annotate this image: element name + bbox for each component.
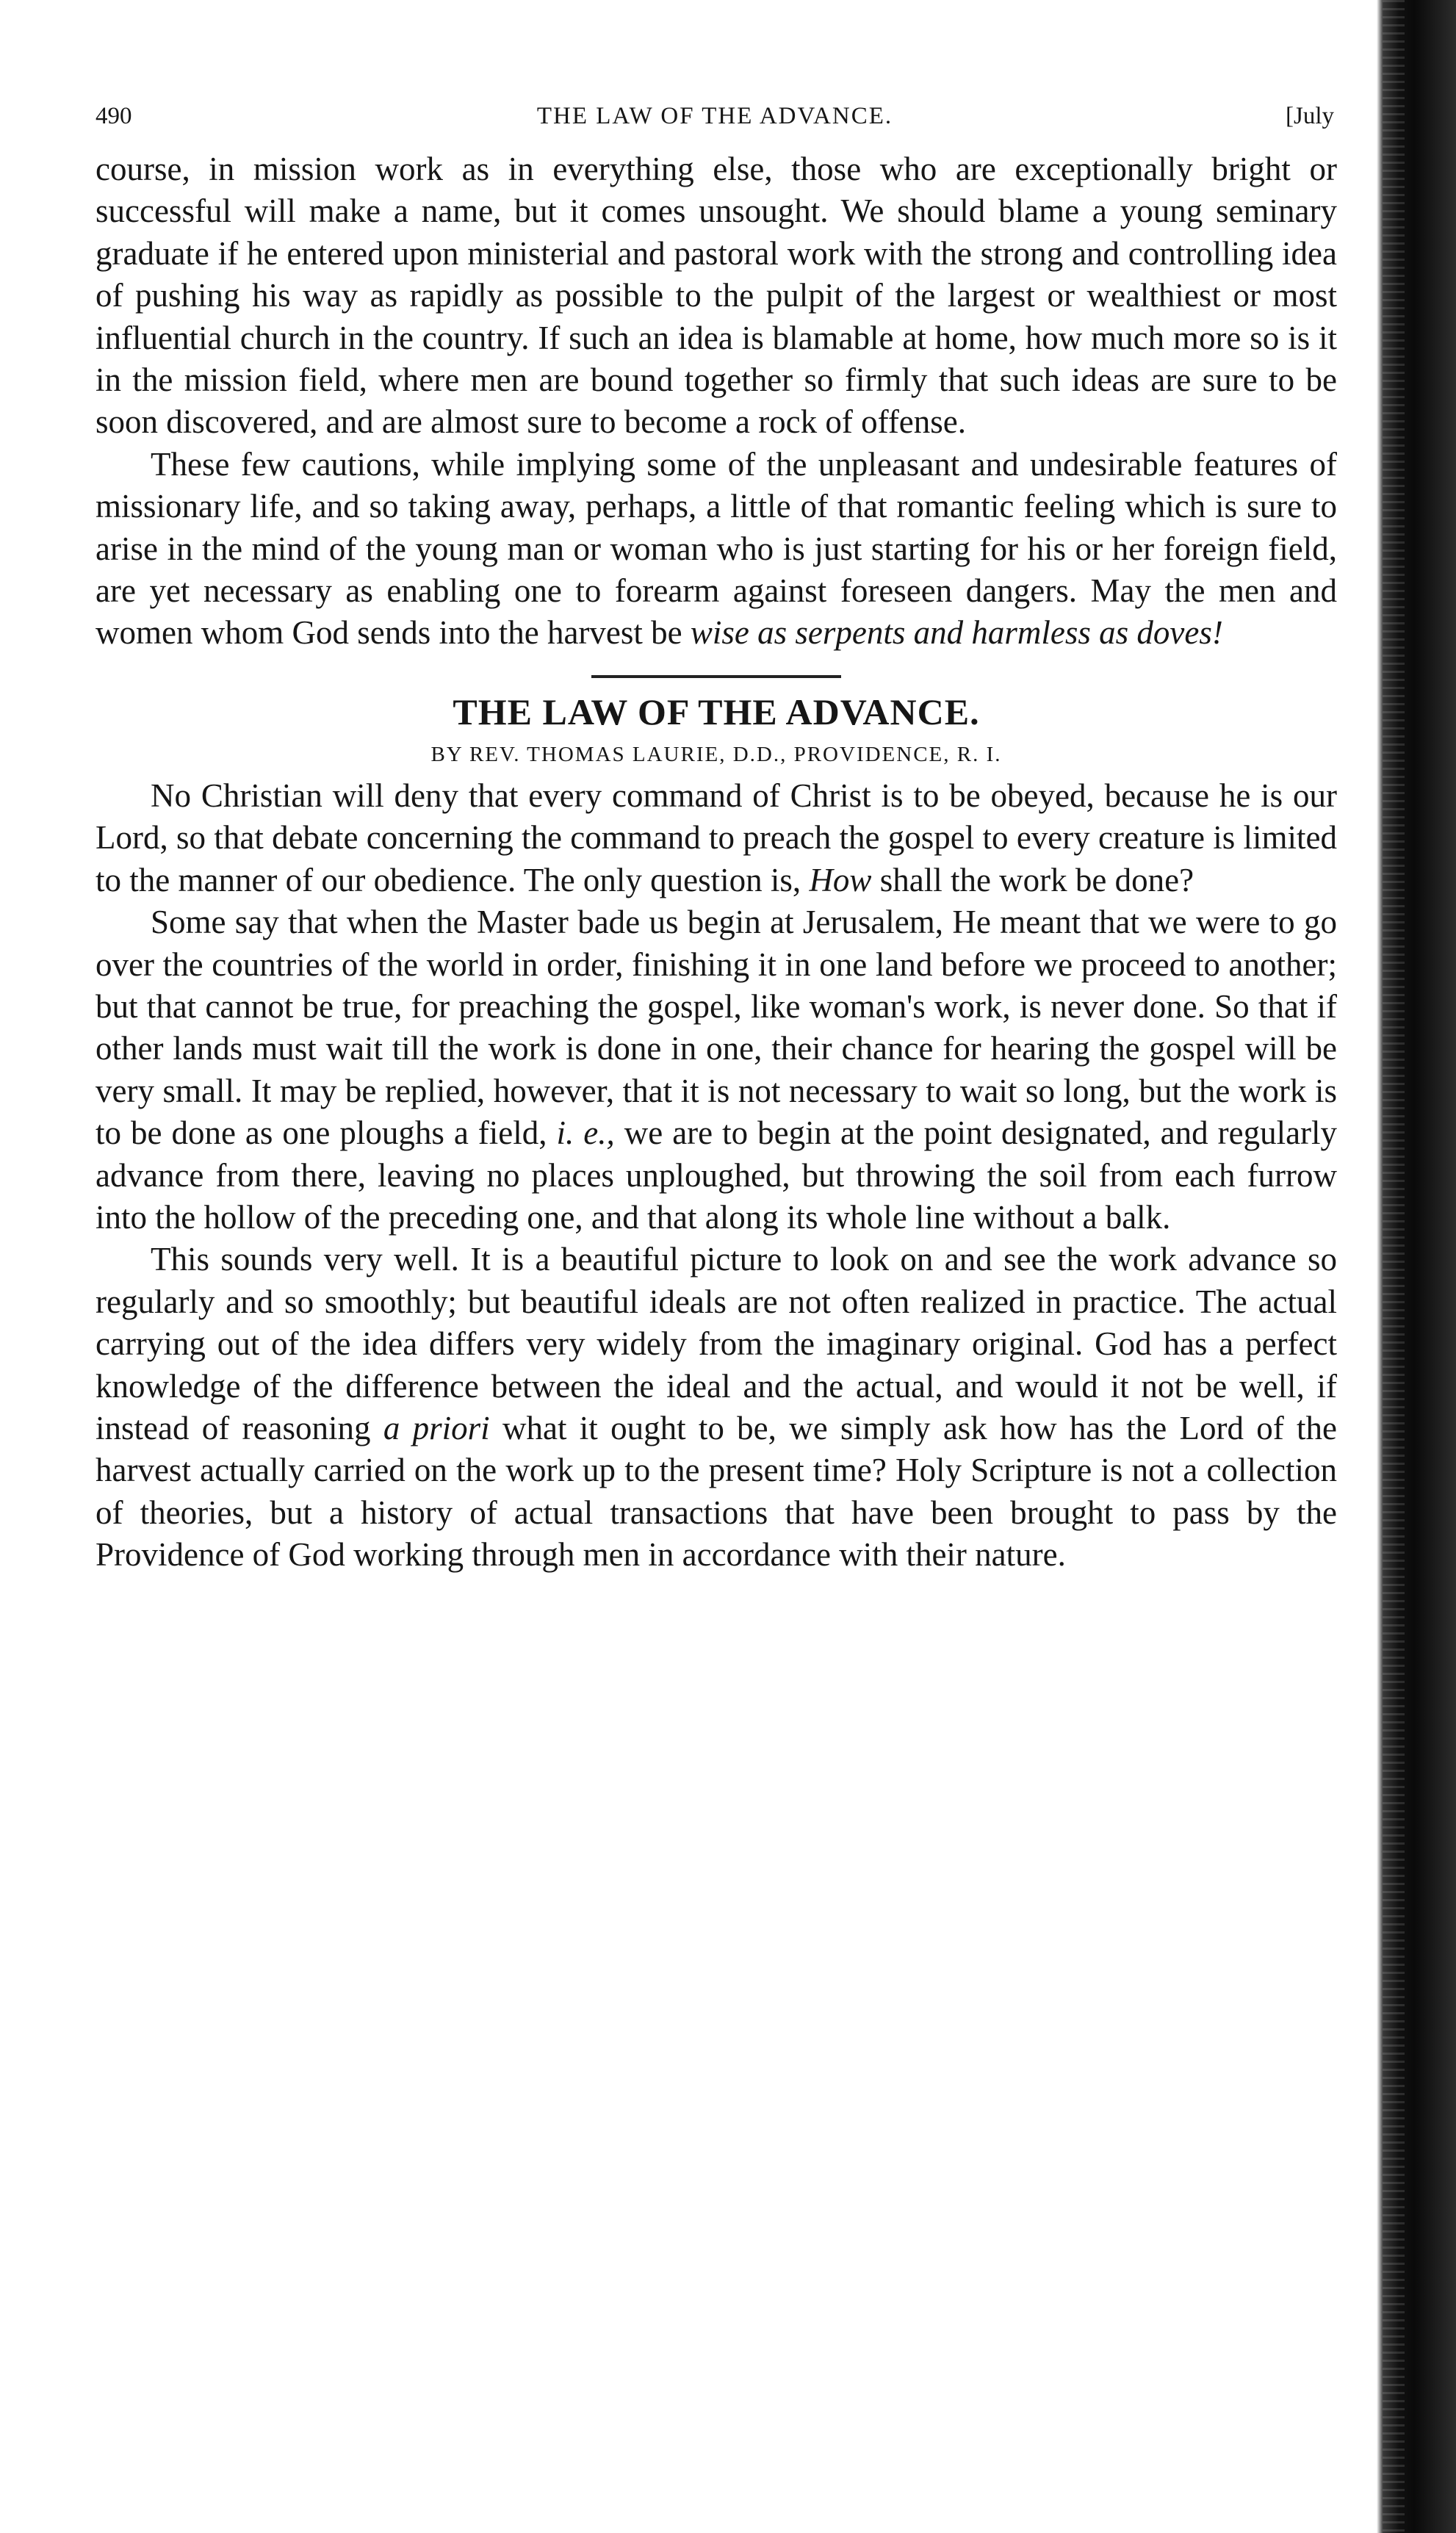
p3-text-end: what it ought to be, we simply ask how has the Lord of the harvest actually carried on the work up to the present time? Holy Scripture is not a collection of theories, but a history of actual transactions that have been brought to pass by the Providence of God working through men in accordance with their nature.: [95, 1409, 1338, 1574]
p2-italic: i. e.,: [556, 1114, 615, 1152]
p3-text: This sounds very well. It is a beautiful picture to look on and see the work advance so regularly and so smoothly; but beautiful ideals are not often realized in practice. The actual carrying out of the idea differs very widely from the imaginary original. God has a perfect knowledge of the difference between the ideal and the actual, and would it not be well, if instead of reasoning: [95, 1241, 1337, 1446]
article-title: THE LAW OF THE ADVANCE.: [453, 691, 980, 732]
article-byline: BY REV. THOMAS LAURIE, D.D., PROVIDENCE, R. I.: [430, 742, 1002, 766]
p1-text-end: shall the work be done?: [879, 861, 1194, 898]
article-paragraph-1: [95, 775, 1337, 901]
cautions-italic: wise as serpents and harmless as doves!: [690, 614, 1223, 652]
p3-italic: a priori: [383, 1409, 490, 1446]
page-number: 490: [95, 103, 132, 129]
article-paragraph-3: [95, 1239, 1337, 1576]
running-date: [July: [1286, 103, 1334, 129]
scanned-page-edge: [1352, 0, 1456, 2533]
running-title: THE LAW OF THE ADVANCE.: [536, 103, 893, 129]
p2-text-end: we are to begin at the point designated, and regularly advance from there, leaving no places unploughed, but throwing the soil from each furrow into the hollow of the preceding one, and that along its whole line without a balk.: [95, 1114, 1338, 1236]
body-text: [95, 148, 1337, 1577]
p1-italic: How: [809, 861, 872, 898]
p1-text: No Christian will deny that every command of Christ is to be obeyed, because he is our Lord, so that debate concerning the command to preach the gospel to every creature is limited to the manner of our obedience. The only question is,: [95, 777, 1337, 898]
running-head: [95, 94, 1334, 138]
cautions-paragraph: [95, 444, 1337, 655]
p2-text: Some say that when the Master bade us begin at Jerusalem, He meant that we were to go over the countries of the world in order, finishing it in one land before we proceed to another; but that cannot be true, for preaching the gospel, like woman's work, is never done. So that if other lands must wait till the work is done in one, their chance for hearing the gospel will be very small. It may be replied, however, that it is not necessary to wait so long, but the work is to be done as one ploughs a field,: [95, 904, 1337, 1152]
continued-text: course, in mission work as in everything else, those who are exceptionally bright or successful will make a name, but it comes unsought. We should blame a young seminary graduate if he entered upon ministerial and pastoral work with the strong and controlling idea of pushing his way as rapidly as possible to the pulpit of the largest or wealthiest or most influential church in the country. If such an idea is blamable at home, how much more so is it in the mission field, where men are bound together so firmly that such ideas are sure to be soon discovered, and are almost sure to become a rock of offense.: [95, 151, 1337, 441]
section-divider: [591, 675, 841, 678]
continued-paragraph: [95, 148, 1337, 444]
article-paragraph-2: [95, 901, 1337, 1239]
cautions-text: These few cautions, while implying some of the unpleasant and undesirable features of missionary life, and so taking away, perhaps, a little of that romantic feeling which is sure to arise in the mind of the young man or woman who is just starting for his or her foreign field, are yet necessary as enabling one to forearm against foreseen dangers. May the men and women whom God sends into the harvest be: [95, 445, 1337, 652]
